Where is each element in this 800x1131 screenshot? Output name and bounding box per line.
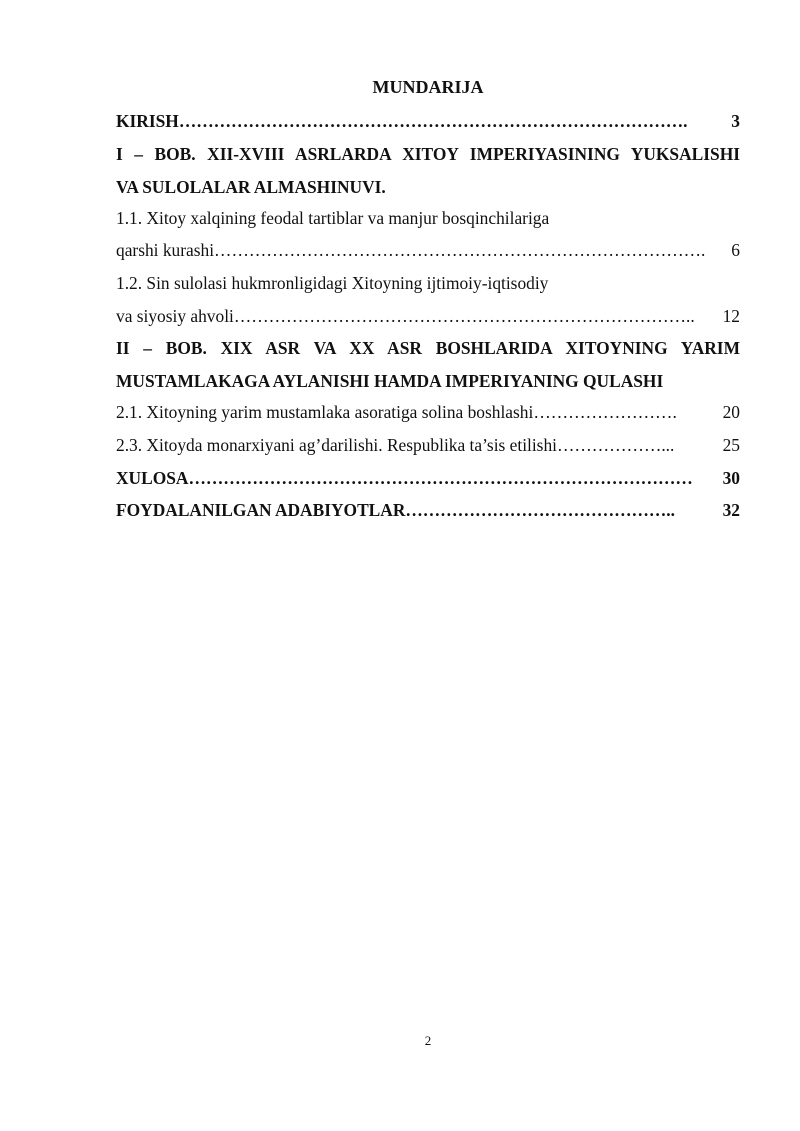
toc-chapter-2-line-2: MUSTAMLAKAGA AYLANISHI HAMDA IMPERIYANING QULASHI (116, 371, 664, 391)
toc-title: MUNDARIJA (372, 77, 484, 97)
toc-leader-dots: ……………………………………………………………………………. (178, 111, 688, 131)
toc-section-1-1-line-2 (116, 239, 740, 261)
toc-entry-text: 2.1. Xitoyning yarim mustamlaka asoratiga solina boshlashi (116, 402, 534, 422)
toc-chapter-2-line-1: II – BOB. XIX ASR VA XX ASR BOSHLARIDA XITOYNING YARIM (116, 338, 740, 358)
toc-section-1-1-line-1: 1.1. Xitoy xalqining feodal tartiblar va manjur bosqinchilariga (116, 208, 550, 228)
page-number: 2 (424, 1033, 432, 1048)
toc-entry-text: qarshi kurashi (116, 240, 215, 260)
toc-entry-text: XULOSA (116, 468, 189, 488)
toc-leader-dots: …………………………………………………………………………… (188, 468, 693, 488)
toc-page-number: 25 (722, 435, 740, 455)
toc-section-1-2-line-2 (116, 305, 740, 327)
toc-entry-text: va siyosiy ahvoli (116, 306, 234, 326)
toc-leader-dots: …………………………………………………………………….. (233, 306, 695, 326)
toc-chapter-1-line-1: I – BOB. XII-XVIII ASRLARDA XITOY IMPERIYASINING YUKSALISHI (116, 144, 740, 164)
toc-section-2-1 (116, 401, 740, 423)
toc-entry-kirish (116, 110, 740, 132)
toc-page-number: 3 (731, 111, 740, 131)
toc-leader-dots: ……………………………………….. (405, 500, 675, 520)
toc-page-number: 6 (731, 240, 740, 260)
toc-entry-text: FOYDALANILGAN ADABIYOTLAR (116, 500, 406, 520)
toc-page-number: 32 (722, 500, 740, 520)
toc-entry-xulosa (116, 467, 740, 489)
toc-leader-dots: …………………………………………………………………………. (214, 240, 706, 260)
toc-page-number: 30 (722, 468, 740, 488)
toc-page-number: 20 (722, 402, 740, 422)
toc-leader-dots: ……………………. (533, 402, 677, 422)
toc-page-number: 12 (722, 306, 740, 326)
toc-section-1-2-line-1: 1.2. Sin sulolasi hukmronligidagi Xitoyning ijtimoiy-iqtisodiy (116, 273, 549, 293)
toc-leader-dots: ………………... (556, 435, 675, 455)
toc-entry-text: 2.3. Xitoyda monarxiyani ag’darilishi. Respublika ta’sis etilishi (116, 435, 557, 455)
toc-entry-adabiyotlar (116, 499, 740, 521)
toc-entry-text: KIRISH (116, 111, 179, 131)
toc-chapter-1-line-2: VA SULOLALAR ALMASHINUVI. (116, 177, 386, 197)
toc-section-2-3 (116, 434, 740, 456)
